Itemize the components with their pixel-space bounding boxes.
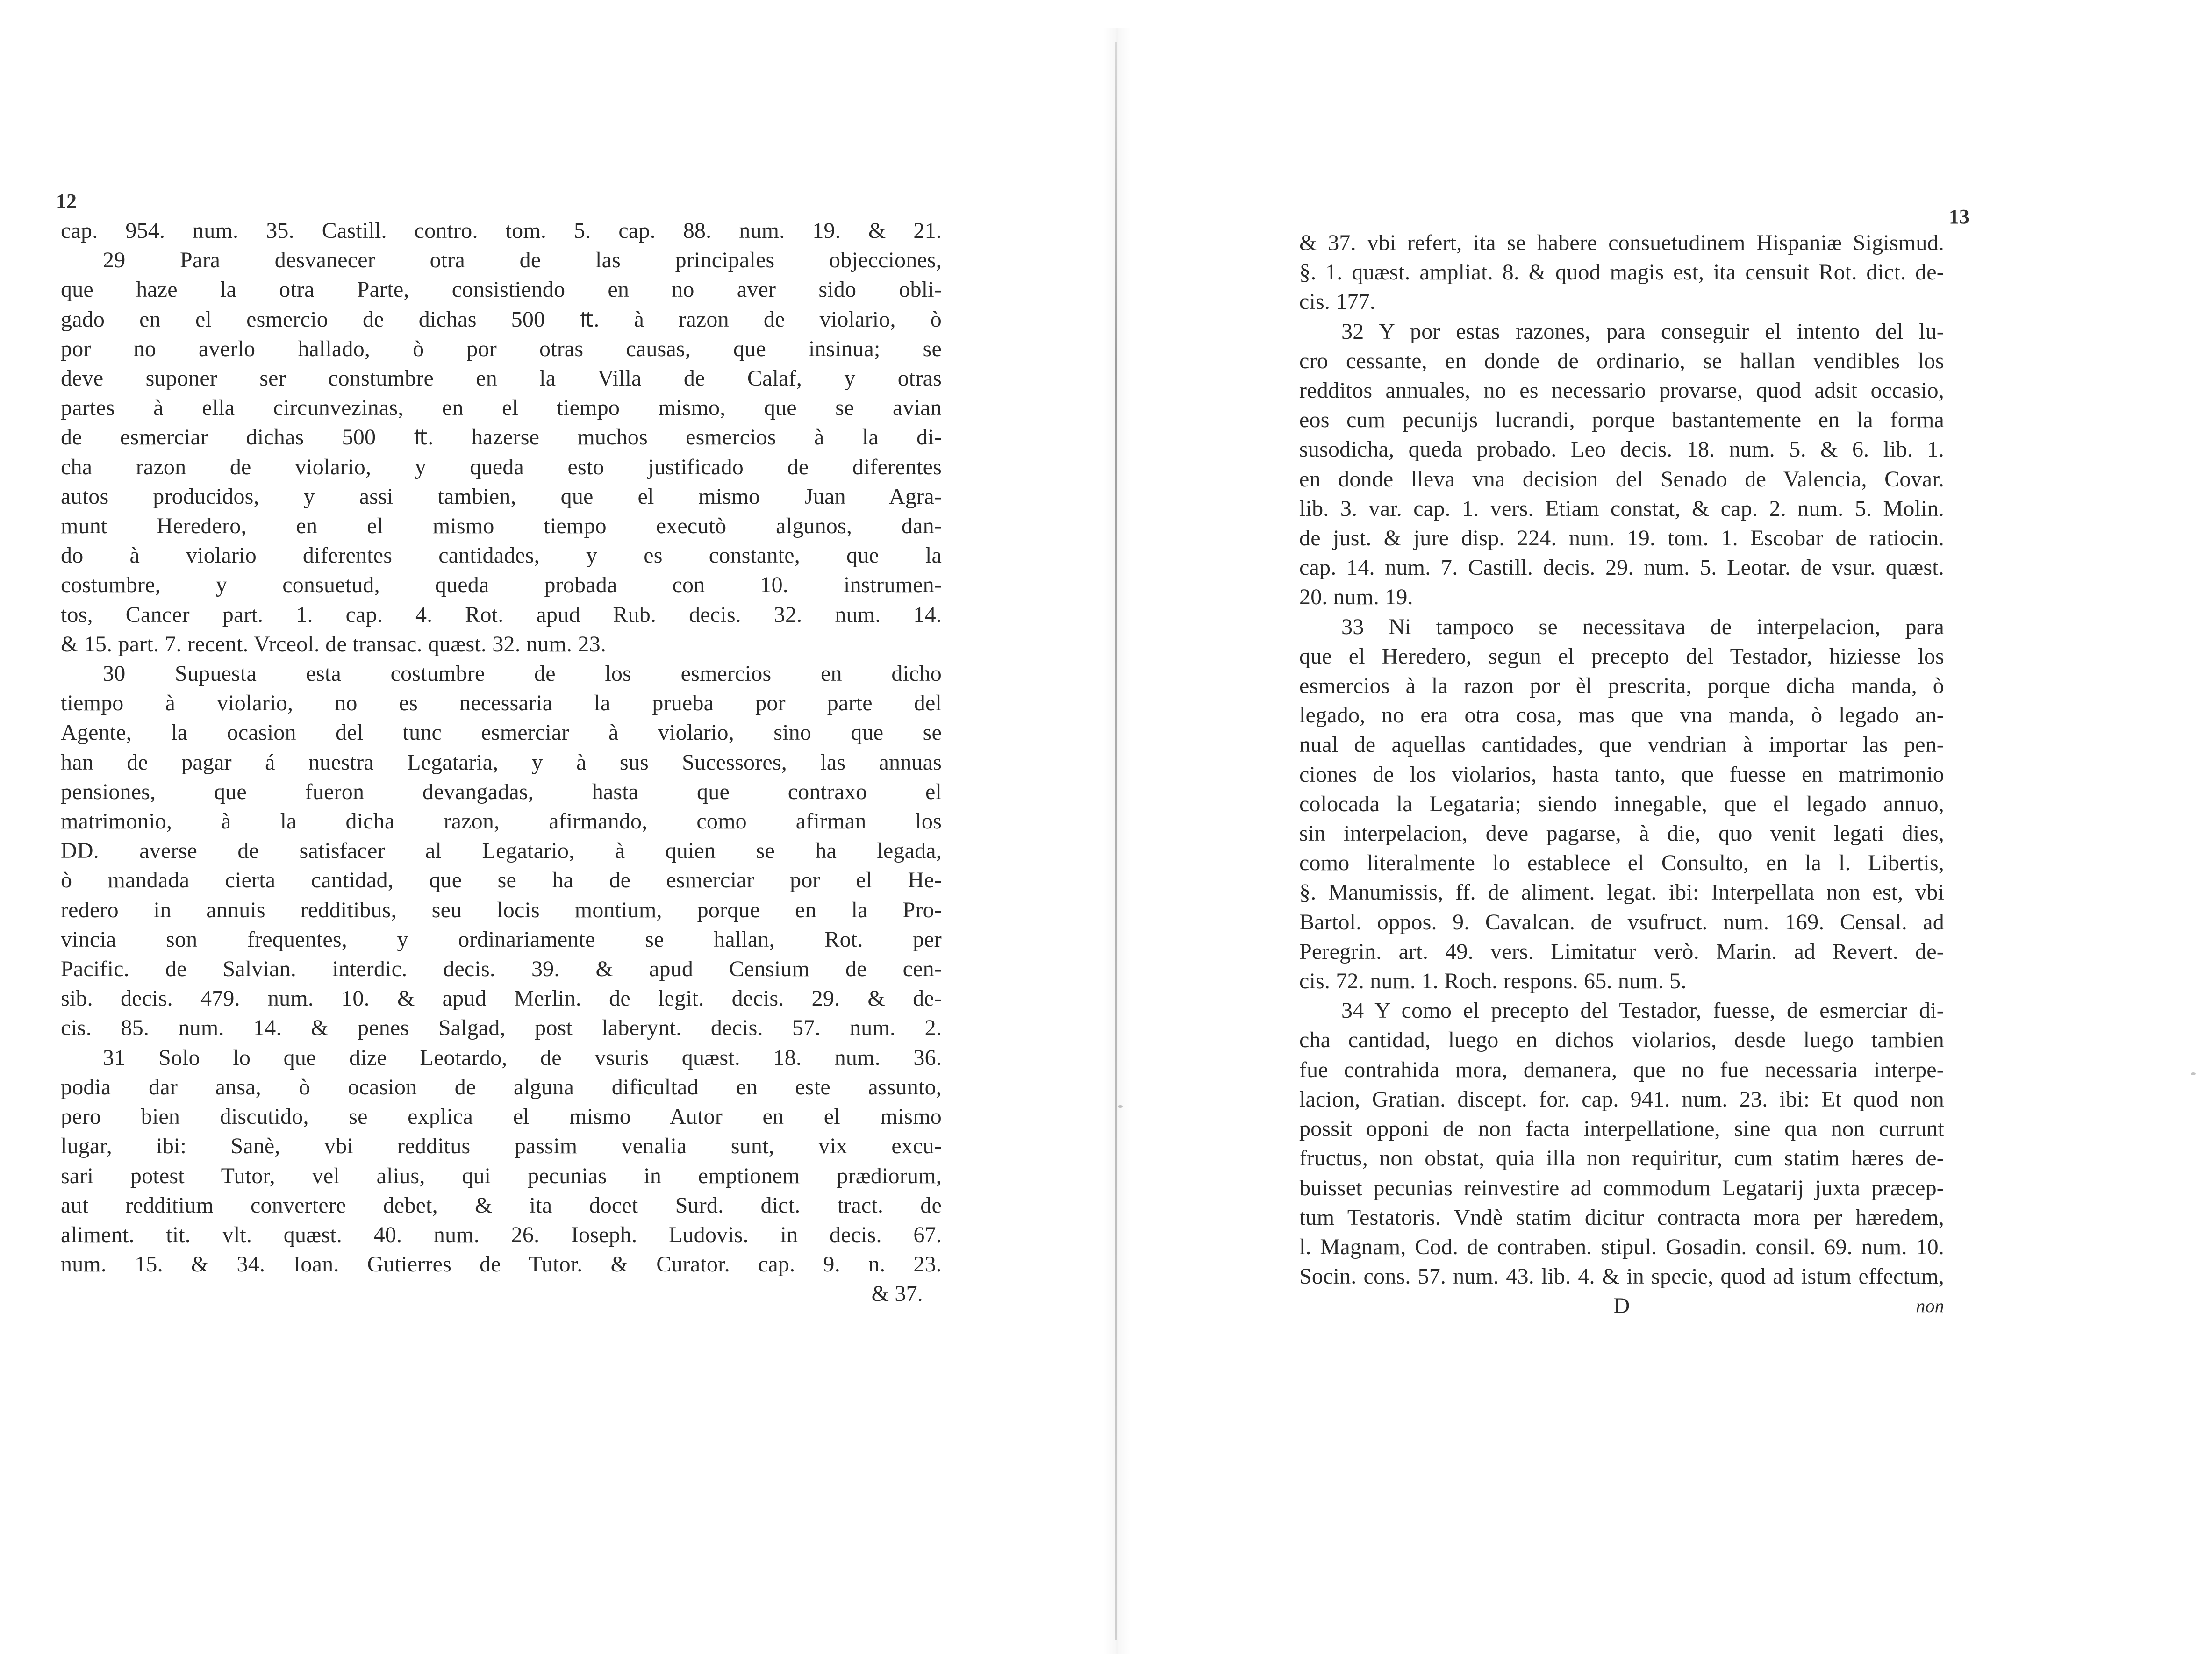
- text-line: sari potest Tutor, vel alius, qui pecunias in emptionem prædiorum,: [61, 1163, 942, 1188]
- right-page-text: [1299, 228, 1944, 1321]
- text-line: fue contrahida mora, demanera, que no fue necessaria interpe-: [1299, 1057, 1944, 1082]
- text-line: lugar, ibi: Sanè, vbi redditus passim venalia sunt, vix excu-: [61, 1134, 942, 1159]
- text-line: deve suponer ser constumbre en la Villa de Calaf, y otras: [61, 366, 942, 391]
- text-line: que haze la otra Parte, consistiendo en no aver sido obli-: [61, 277, 942, 302]
- text-line: num. 15. & 34. Ioan. Gutierres de Tutor. & Curator. cap. 9. n. 23.: [61, 1252, 942, 1277]
- text-line: tum Testatoris. Vndè statim dicitur contracta mora per hæredem,: [1299, 1205, 1944, 1230]
- text-line: §. Manumissis, ff. de aliment. legat. ibi: Interpellata non est, vbi: [1299, 880, 1944, 905]
- text-line: 29 Para desvanecer otra de las principales objecciones,: [103, 248, 942, 273]
- text-line: pensiones, que fueron devangadas, hasta que contraxo el: [61, 779, 942, 804]
- text-line: legado, no era otra cosa, mas que vna manda, ò legado an-: [1299, 703, 1944, 728]
- text-line: Peregrin. art. 49. vers. Limitatur verò. Marin. ad Revert. de-: [1299, 939, 1944, 964]
- text-line: de just. & jure disp. 224. num. 19. tom. 1. Escobar de ratiocin.: [1299, 526, 1944, 551]
- text-line: l. Magnam, Cod. de contraben. stipul. Gosadin. consil. 69. num. 10.: [1299, 1234, 1944, 1259]
- ink-smudge: [1118, 1105, 1123, 1108]
- text-line: 30 Supuesta esta costumbre de los esmercios en dicho: [103, 661, 942, 686]
- text-line: autos producidos, y assi tambien, que el mismo Juan Agra-: [61, 484, 942, 509]
- text-line: tiempo à violario, no es necessaria la prueba por parte del: [61, 691, 942, 716]
- text-line: matrimonio, à la dicha razon, afirmando, como afirman los: [61, 809, 942, 834]
- text-line: podia dar ansa, ò ocasion de alguna dificultad en este assunto,: [61, 1074, 942, 1100]
- text-line: eos cum pecunijs lucrandi, porque bastantemente en la forma: [1299, 407, 1944, 433]
- signature-mark: D: [1613, 1293, 1630, 1319]
- text-line: buisset pecunias reinvestire ad commodum Legatarij juxta præcep-: [1299, 1175, 1944, 1200]
- text-line: §. 1. quæst. ampliat. 8. & quod magis est, ita censuit Rot. dict. de-: [1299, 260, 1944, 285]
- text-line: & 15. part. 7. recent. Vrceol. de transac. quæst. 32. num. 23.: [61, 631, 607, 657]
- text-line: esmercios à la razon por èl prescrita, porque dicha manda, ò: [1299, 673, 1944, 699]
- text-line: redero in annuis redditibus, seu locis montium, porque en la Pro-: [61, 897, 942, 922]
- text-line: sib. decis. 479. num. 10. & apud Merlin. de legit. decis. 29. & de-: [61, 986, 942, 1011]
- text-line: ciones de los violarios, hasta tanto, que fuesse en matrimonio: [1299, 762, 1944, 787]
- text-line: 31 Solo lo que dize Leotardo, de vsuris quæst. 18. num. 36.: [103, 1045, 942, 1070]
- text-line: cis. 72. num. 1. Roch. respons. 65. num. 5.: [1299, 969, 1687, 994]
- text-line: Pacific. de Salvian. interdic. decis. 39. & apud Censium de cen-: [61, 957, 942, 982]
- text-line: susodicha, queda probado. Leo decis. 18. num. 5. & 6. lib. 1.: [1299, 437, 1944, 462]
- text-line: aliment. tit. vlt. quæst. 40. num. 26. Ioseph. Ludovis. in decis. 67.: [61, 1222, 942, 1247]
- text-line: 20. num. 19.: [1299, 585, 1413, 610]
- text-line: de esmerciar dichas 500 ₶. hazerse muchos esmercios à la di-: [61, 425, 942, 450]
- text-line: tos, Cancer part. 1. cap. 4. Rot. apud Rub. decis. 32. num. 14.: [61, 602, 942, 627]
- text-line: 32 Y por estas razones, para conseguir el intento del lu-: [1341, 319, 1944, 344]
- left-page-number: 12: [56, 190, 77, 213]
- text-line: lacion, Gratian. discept. for. cap. 941. num. 23. ibi: Et quod non: [1299, 1086, 1944, 1112]
- right-page-number: 13: [1949, 205, 1969, 228]
- text-line: ò mandada cierta cantidad, que se ha de esmerciar por el He-: [61, 868, 942, 893]
- text-line: cis. 177.: [1299, 289, 1376, 314]
- text-line: cap. 14. num. 7. Castill. decis. 29. num. 5. Leotar. de vsur. quæst.: [1299, 555, 1944, 580]
- text-line: cro cessante, en donde de ordinario, se hallan vendibles los: [1299, 348, 1944, 373]
- text-line: aut redditium convertere debet, & ita docet Surd. dict. tract. de: [61, 1193, 942, 1218]
- text-line: sin interpelacion, deve pagarse, à die, quo venit legati dies,: [1299, 821, 1944, 846]
- text-line: en donde lleva vna decision del Senado de Valencia, Covar.: [1299, 466, 1944, 492]
- text-line: costumbre, y consuetud, queda probada con 10. instrumen-: [61, 572, 942, 598]
- catchword: & 37.: [871, 1281, 923, 1307]
- text-line: redditos annuales, no es necessario provarse, quod adsit occasio,: [1299, 378, 1944, 403]
- text-line: gado en el esmercio de dichas 500 ₶. à razon de violario, ò: [61, 307, 942, 332]
- text-line: han de pagar á nuestra Legataria, y à sus Sucessores, las annuas: [61, 750, 942, 775]
- text-line: Agente, la ocasion del tunc esmerciar à violario, sino que se: [61, 720, 942, 745]
- text-line: cis. 85. num. 14. & penes Salgad, post laberynt. decis. 57. num. 2.: [61, 1015, 942, 1041]
- text-line: do à violario diferentes cantidades, y es constante, que la: [61, 543, 942, 568]
- text-line: 34 Y como el precepto del Testador, fuesse, de esmerciar di-: [1341, 998, 1944, 1023]
- text-line: nual de aquellas cantidades, que vendrian à importar las pen-: [1299, 732, 1944, 757]
- book-gutter: [1115, 42, 1117, 1640]
- text-line: & 37. vbi refert, ita se habere consuetudinem Hispaniæ Sigismud.: [1299, 230, 1944, 255]
- text-line: que el Heredero, segun el precepto del Testador, hiziesse los: [1299, 643, 1944, 669]
- text-line: por no averlo hallado, ò por otras causas, que insinua; se: [61, 336, 942, 361]
- text-line: como literalmente lo establece el Consulto, en la l. Libertis,: [1299, 850, 1944, 876]
- left-page-text: [61, 216, 942, 1309]
- text-line: colocada la Legataria; siendo innegable, que el legado annuo,: [1299, 791, 1944, 816]
- text-line: partes à ella circunvezinas, en el tiempo mismo, que se avian: [61, 395, 942, 421]
- text-line: cha razon de violario, y queda esto justificado de diferentes: [61, 454, 942, 479]
- text-line: lib. 3. var. cap. 1. vers. Etiam constat, & cap. 2. num. 5. Molin.: [1299, 496, 1944, 521]
- text-line: cha cantidad, luego en dichos violarios, desde luego tambien: [1299, 1028, 1944, 1053]
- text-line: possit opponi de non facta interpellatione, sine qua non currunt: [1299, 1116, 1944, 1142]
- text-line: vincia son frequentes, y ordinariamente se hallan, Rot. per: [61, 927, 942, 952]
- text-line: cap. 954. num. 35. Castill. contro. tom. 5. cap. 88. num. 19. & 21.: [61, 218, 942, 243]
- text-line: Bartol. oppos. 9. Cavalcan. de vsufruct. num. 169. Censal. ad: [1299, 909, 1944, 935]
- text-line: fructus, non obstat, quia illa non requiritur, cum statim hæres de-: [1299, 1146, 1944, 1171]
- catchword: non: [1916, 1295, 1944, 1317]
- ink-smudge: [2191, 1072, 2196, 1075]
- text-line: DD. averse de satisfacer al Legatario, à quien se ha legada,: [61, 838, 942, 864]
- text-line: pero bien discutido, se explica el mismo Autor en el mismo: [61, 1104, 942, 1129]
- text-line: munt Heredero, en el mismo tiempo executò algunos, dan-: [61, 514, 942, 539]
- text-line: Socin. cons. 57. num. 43. lib. 4. & in specie, quod ad istum effectum,: [1299, 1264, 1944, 1289]
- text-line: 33 Ni tampoco se necessitava de interpelacion, para: [1341, 614, 1944, 639]
